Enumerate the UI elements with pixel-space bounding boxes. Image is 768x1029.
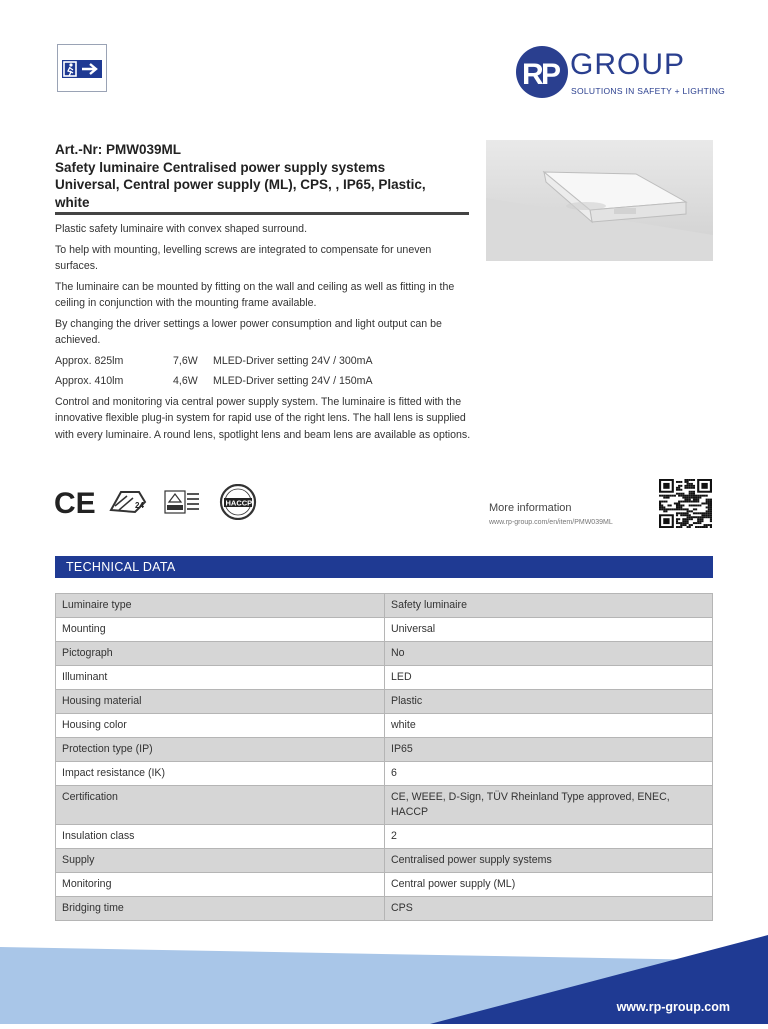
row-value: Central power supply (ML) [385, 873, 713, 897]
table-row [56, 642, 713, 666]
logo-tagline: SOLUTIONS IN SAFETY + LIGHTING [571, 86, 726, 96]
row-label: Monitoring [56, 873, 385, 897]
certification-marks [55, 484, 265, 520]
ce-mark-icon [55, 487, 96, 520]
row-label: Mounting [56, 618, 385, 642]
row-label: Insulation class [56, 825, 385, 849]
title-divider [55, 212, 469, 215]
table-row [56, 594, 713, 618]
product-description [55, 221, 473, 447]
row-value: No [385, 642, 713, 666]
spec-lumen: Approx. 825lm [55, 354, 124, 367]
row-value: CPS [385, 897, 713, 921]
row-value: white [385, 714, 713, 738]
row-label: Supply [56, 849, 385, 873]
spec-row [55, 373, 473, 390]
description-paragraph: To help with mounting, levelling screws are integrated to compensate for uneven surfaces. [55, 243, 432, 272]
row-label: Housing color [56, 714, 385, 738]
spec-lumen: Approx. 410lm [55, 375, 124, 387]
svg-text:R: R [522, 58, 544, 91]
svg-text:HACCP: HACCP [225, 498, 253, 508]
row-label: Bridging time [56, 897, 385, 921]
d-mark-24-icon [111, 492, 145, 512]
row-label: Luminaire type [56, 594, 385, 618]
product-title [55, 141, 469, 211]
haccp-badge-icon [221, 485, 255, 519]
row-label: Impact resistance (IK) [56, 762, 385, 786]
row-label: Protection type (IP) [56, 738, 385, 762]
technical-data-table [55, 593, 713, 921]
qr-code-icon[interactable] [659, 479, 712, 528]
table-row [56, 873, 713, 897]
row-value: 2 [385, 825, 713, 849]
row-value: IP65 [385, 738, 713, 762]
footer-website-link[interactable]: www.rp-group.com [616, 1000, 730, 1014]
row-value: 6 [385, 762, 713, 786]
row-label: Housing material [56, 690, 385, 714]
table-row [56, 897, 713, 921]
spec-driver: MLED-Driver setting 24V / 300mA [213, 354, 373, 367]
title-line-2: Universal, Central power supply (ML), CPS, , IP65, Plastic, [55, 177, 426, 192]
table-row [56, 825, 713, 849]
description-paragraph: Control and monitoring via central power supply system. The luminaire is fitted with the innovative flexible plug-in system for rapid use of the right lens. The hall lens is supplied with every luminaire. A round lens, spotlight lens and beam lens are available as options. [55, 395, 471, 441]
technical-data-header: TECHNICAL DATA [55, 556, 713, 578]
svg-text:24: 24 [135, 501, 144, 510]
more-information-label: More information [489, 502, 572, 514]
row-label: Illuminant [56, 666, 385, 690]
product-image [486, 140, 713, 261]
table-row [56, 666, 713, 690]
rp-group-logo [514, 44, 726, 100]
row-value: CE, WEEE, D-Sign, TÜV Rheinland Type approved, ENEC, HACCP [385, 786, 713, 825]
row-label: Certification [56, 786, 385, 825]
row-value: Plastic [385, 690, 713, 714]
svg-text:CE: CE [55, 487, 96, 520]
article-number: Art.-Nr: PMW039ML [55, 142, 182, 157]
spec-power: 4,6W [173, 375, 198, 387]
rp-logo-mark-icon [514, 44, 570, 100]
row-value: Safety luminaire [385, 594, 713, 618]
row-value: Centralised power supply systems [385, 849, 713, 873]
description-paragraph: The luminaire can be mounted by fitting on the wall and ceiling as well as fitting in the ceiling in conjunction with the mounting frame available. [55, 280, 455, 309]
description-paragraph: Plastic safety luminaire with convex shaped surround. [55, 223, 308, 235]
table-row [56, 690, 713, 714]
tuv-mark-icon [165, 491, 199, 513]
spec-row [55, 353, 473, 370]
title-line-3: white [55, 194, 90, 210]
table-row [56, 618, 713, 642]
table-row [56, 786, 713, 825]
row-value: Universal [385, 618, 713, 642]
row-label: Pictograph [56, 642, 385, 666]
description-paragraph: By changing the driver settings a lower power consumption and light output can be achieved. [55, 317, 442, 346]
table-row [56, 849, 713, 873]
table-row [56, 714, 713, 738]
svg-text:P: P [541, 58, 562, 91]
spec-power: 7,6W [173, 354, 198, 367]
logo-text: GROUP [570, 48, 686, 81]
table-row [56, 762, 713, 786]
row-value: LED [385, 666, 713, 690]
spec-driver: MLED-Driver setting 24V / 150mA [213, 375, 373, 387]
table-row [56, 738, 713, 762]
exit-sign-icon [57, 44, 107, 92]
more-information-link[interactable]: www.rp-group.com/en/item/PMW039ML [489, 519, 613, 526]
title-line-1: Safety luminaire Centralised power supply systems [55, 159, 386, 175]
